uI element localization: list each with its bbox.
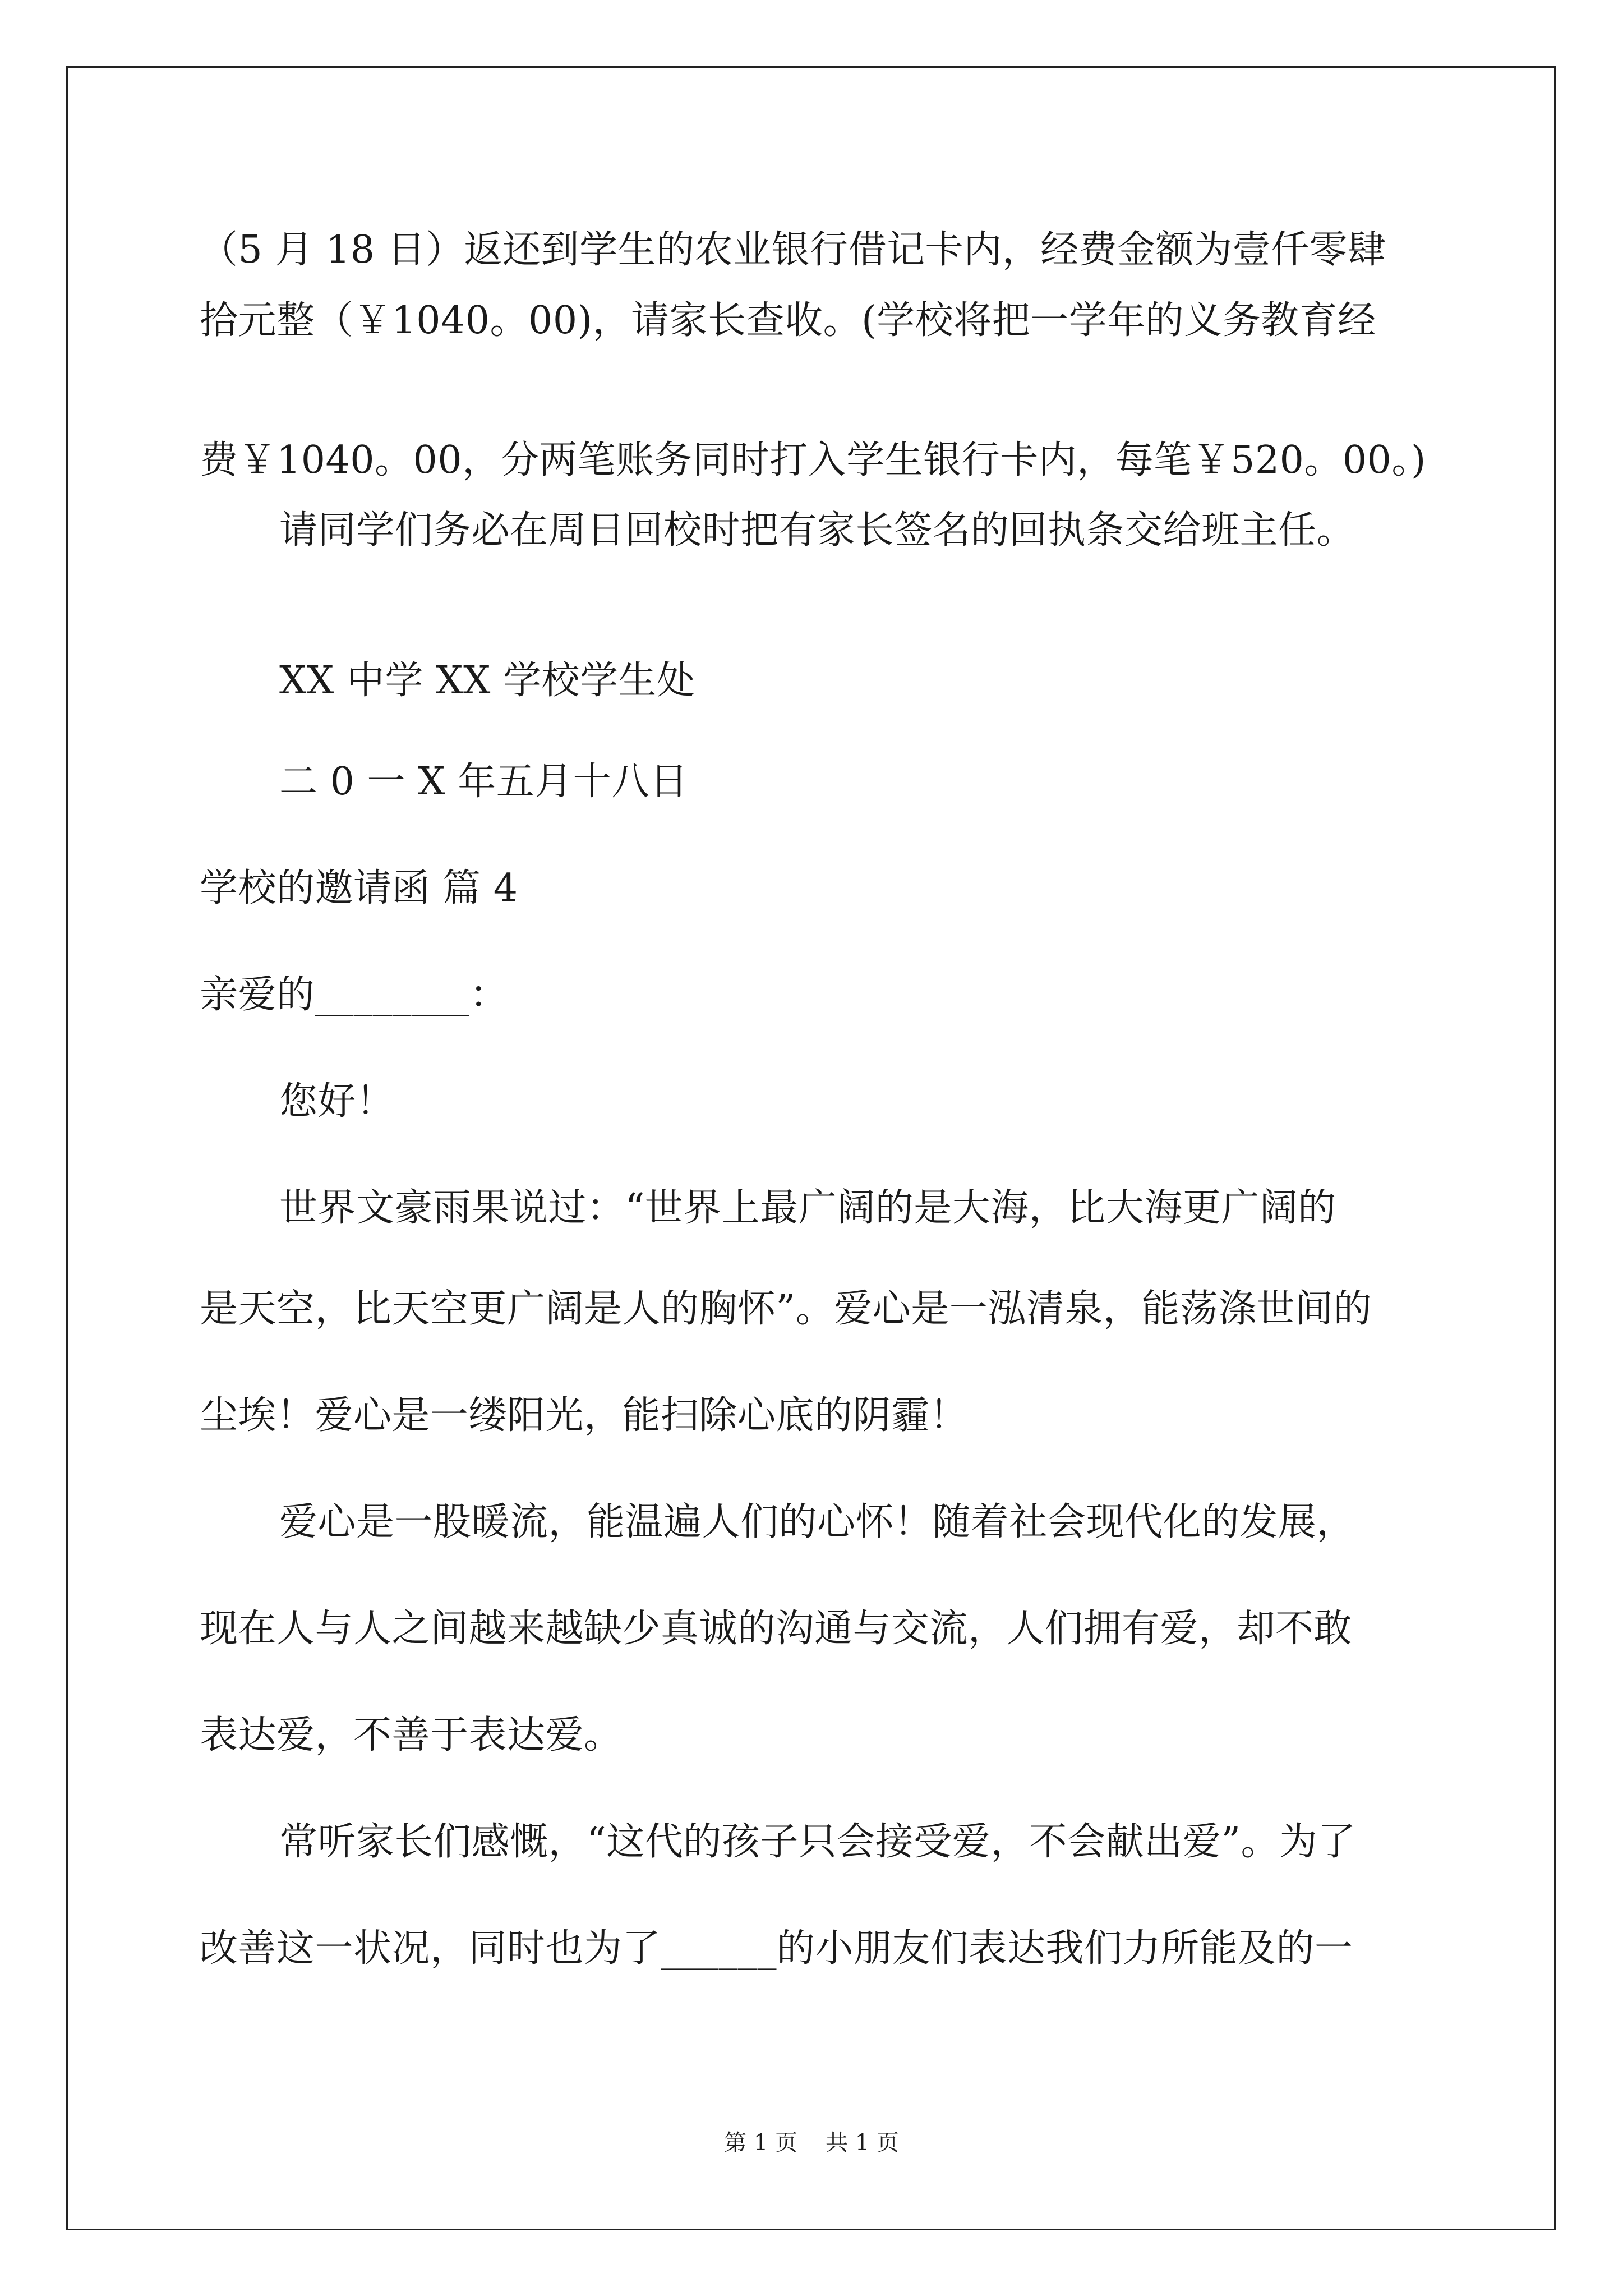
page-number: 第 1 页 xyxy=(724,2130,797,2156)
body-line-1: （5 月 18 日）返还到学生的农业银行借记卡内，经费金额为壹仟零肆 xyxy=(200,228,1386,272)
page-border xyxy=(66,66,1556,2230)
body-line-17: 改善这一状况，同时也为了______的小朋友们表达我们力所能及的一 xyxy=(200,1926,1353,1971)
greeting: 您好！ xyxy=(279,1079,395,1124)
body-line-4: 请同学们务必在周日回校时把有家长签名的回执条交给班主任。 xyxy=(279,508,1355,553)
body-line-2: 拾元整（￥1040。00)，请家长查收。(学校将把一学年的义务教育经 xyxy=(200,298,1376,343)
body-line-12: 尘埃！爱心是一缕阳光，能扫除心底的阴霾！ xyxy=(200,1393,969,1438)
page-total: 共 1 页 xyxy=(826,2130,899,2156)
body-line-11: 是天空，比天空更广阔是人的胸怀”。爱心是一泓清泉，能荡涤世间的 xyxy=(200,1287,1372,1331)
body-line-3: 费￥1040。00，分两笔账务同时打入学生银行卡内，每笔￥520。00。) xyxy=(200,438,1426,482)
body-line-13: 爱心是一股暖流，能温遍人们的心怀！随着社会现代化的发展， xyxy=(279,1500,1355,1544)
section-heading: 学校的邀请函 篇 4 xyxy=(200,866,518,910)
body-line-15: 表达爱，不善于表达爱。 xyxy=(200,1713,623,1757)
salutation: 亲爱的________： xyxy=(200,973,509,1017)
signature-date: 二 0 一 X 年五月十八日 xyxy=(279,760,689,804)
signature-office: XX 中学 XX 学校学生处 xyxy=(279,659,695,703)
page-footer xyxy=(0,2132,1623,2154)
body-line-16: 常听家长们感慨，“这代的孩子只会接受爱，不会献出爱”。为了 xyxy=(279,1820,1357,1864)
body-line-14: 现在人与人之间越来越缺少真诚的沟通与交流，人们拥有爱，却不敢 xyxy=(200,1607,1353,1651)
body-line-10: 世界文豪雨果说过：“世界上最广阔的是大海，比大海更广阔的 xyxy=(279,1186,1336,1230)
